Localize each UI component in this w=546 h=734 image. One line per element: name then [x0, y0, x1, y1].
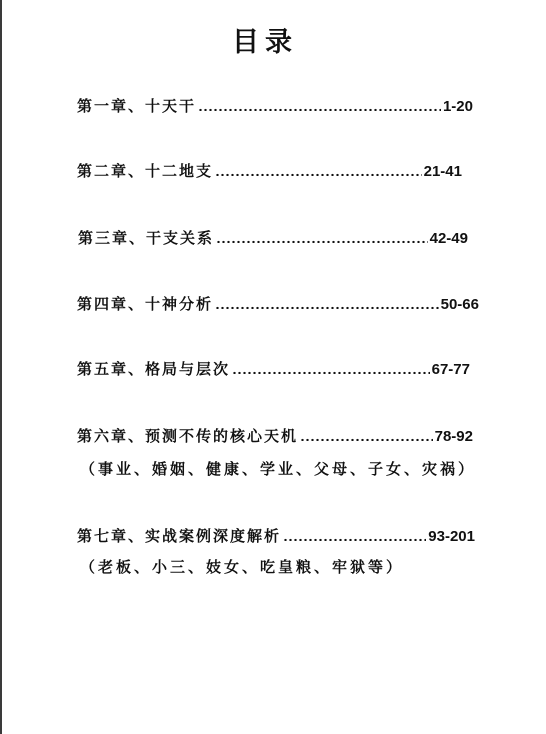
dot-leader: [198, 101, 441, 111]
toc-entry-chapter-6: [77, 425, 473, 447]
page-left-border: [0, 0, 2, 734]
toc-entry-title: 第六章、预测不传的核心天机: [77, 427, 299, 445]
toc-entry-subtitle: （事业、婚姻、健康、学业、父母、子女、灾祸）: [80, 460, 477, 478]
toc-entry-pages: 50-66: [440, 296, 479, 313]
dot-leader: [215, 299, 439, 309]
toc-entry-subtitle: （老板、小三、妓女、吃皇粮、牢狱等）: [80, 558, 405, 576]
toc-entry-title: 第一章、十天干: [77, 97, 197, 115]
dot-leader: [215, 166, 422, 176]
dot-leader: [216, 233, 428, 243]
toc-entry-chapter-1: [77, 95, 473, 117]
dot-leader: [283, 531, 426, 541]
toc-entry-chapter-3: [78, 227, 468, 249]
toc-entry-pages: 1-20: [442, 98, 473, 115]
toc-entry-pages: 42-49: [429, 230, 468, 247]
toc-entry-chapter-4: [77, 293, 479, 315]
toc-entry-title: 第二章、十二地支: [77, 162, 214, 180]
toc-entry-title: 第三章、干支关系: [78, 229, 215, 247]
toc-entry-chapter-7: [77, 525, 475, 547]
toc-entry-pages: 93-201: [428, 528, 475, 545]
toc-heading: 目录: [232, 27, 298, 58]
toc-entry-chapter-2: [77, 160, 462, 182]
toc-entry-pages: 78-92: [434, 428, 473, 445]
toc-entry-title: 第五章、格局与层次: [77, 360, 231, 378]
toc-entry-title: 第七章、实战案例深度解析: [77, 527, 282, 545]
dot-leader: [300, 431, 433, 441]
toc-entry-chapter-5: [77, 358, 470, 380]
dot-leader: [232, 364, 430, 374]
toc-entry-pages: 67-77: [431, 361, 470, 378]
toc-entry-pages: 21-41: [423, 163, 462, 180]
toc-entry-title: 第四章、十神分析: [77, 295, 214, 313]
